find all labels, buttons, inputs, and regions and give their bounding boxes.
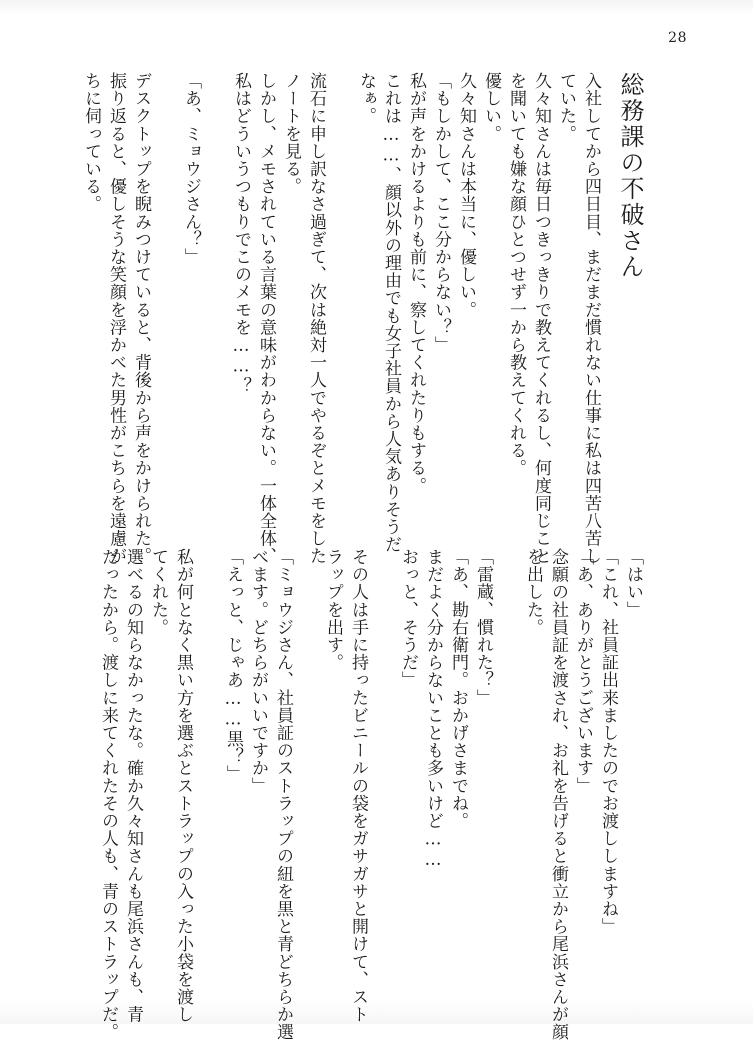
upper-text-line: 私はどういうつもりでこのメモを……？ [231, 72, 251, 395]
upper-text-line: これは……、顔以外の理由でも女子社員から人気ありそうだ [381, 72, 401, 554]
lower-text-line: 「これ、社員証出来ましたのでお渡ししますね」 [598, 548, 618, 936]
upper-text-line [203, 72, 228, 512]
lower-text-line: 念願の社員証を渡され、お礼を告げると衝立から尾浜さんが顔 [548, 548, 568, 1041]
lower-text-block [95, 548, 645, 1041]
lower-text-line [295, 548, 320, 988]
lower-text-line: 「あ、ありがとうございます」 [573, 548, 593, 795]
upper-text-line: ていた。 [556, 72, 576, 143]
upper-text-line: 優しい。 [481, 72, 501, 143]
lower-text-line: 「えっと、じゃあ……黒？」 [223, 548, 243, 783]
upper-text-line: 入社してから四日目、まだまだ慣れない仕事に私は四苦八苦し [581, 72, 601, 565]
upper-text-line: 振り返ると、優しそうな笑顔を浮かべた男性がこちらを遠慮が [106, 72, 126, 565]
lower-text-line: 私が何となく黒い方を選ぶとストラップの入った小袋を渡し [173, 548, 193, 1024]
upper-text-line: デスクトップを睨みつけていると、背後から声をかけられた。 [131, 72, 151, 565]
upper-text-line: ノートを見る。 [281, 72, 301, 196]
upper-text-line [153, 72, 178, 512]
upper-text-line: 私が声をかけるよりも前に、察してくれたりもする。 [406, 72, 426, 495]
upper-text-line: しかし、メモされている言葉の意味がわからない。一体全体、 [256, 72, 276, 565]
lower-text-line [370, 548, 395, 988]
upper-text-line: ちに伺っている。 [81, 72, 101, 213]
lower-text-line: まだよく分からないことも多いけど…… [423, 548, 443, 871]
page-number: 28 [668, 30, 687, 46]
lower-text-line: 「雷蔵、慣れた？」 [473, 548, 493, 707]
lower-text-line: 「あ、勘右衛門。おかげさまでね。 [448, 548, 468, 830]
upper-text-line: 久々知さんは本当に、優しい。 [456, 72, 476, 319]
lower-text-line: 選べるの知らなかったな。確か久々知さんも尾浜さんも、青 [123, 548, 143, 1024]
upper-text-line: 「あ、ミョウジさん？」 [181, 72, 201, 266]
lower-text-line: べます。どちらがいいですか」 [248, 548, 268, 795]
lower-text-line [195, 548, 220, 988]
lower-text-line: 「はい」 [623, 548, 643, 619]
upper-text-line: 久々知さんは毎日つきっきりで教えてくれるし、何度同じこと [531, 72, 551, 565]
lower-text-line: だったから。渡しに来てくれたその人も、青のストラップだ。 [98, 548, 118, 1041]
chapter-title: 総務課の不破さん [616, 72, 644, 280]
upper-text-line: 「もしかして、ここ分からない？」 [431, 72, 451, 354]
lower-text-line: ラップを出す。 [323, 548, 343, 672]
lower-text-line [495, 548, 520, 988]
upper-text-line: なぁ。 [356, 72, 376, 125]
lower-text-line: を出した。 [523, 548, 543, 636]
upper-text-line [328, 72, 353, 512]
upper-text-line: を聞いても嫌な顔ひとつせず一から教えてくれる。 [506, 72, 526, 477]
upper-text-line: 流石に申し訳なさ過ぎて、次は絶対一人でやるぞとメモをした [306, 72, 326, 565]
lower-text-line: 「ミョウジさん、社員証のストラップの紐を黒と青どちらか選 [273, 548, 293, 1041]
upper-text-block [78, 72, 645, 565]
lower-text-line: おっと、そうだ」 [398, 548, 418, 689]
lower-text-line: てくれた。 [148, 548, 168, 636]
lower-text-line: その人は手に持ったビニールの袋をガサガサと開けて、スト [348, 548, 368, 1024]
